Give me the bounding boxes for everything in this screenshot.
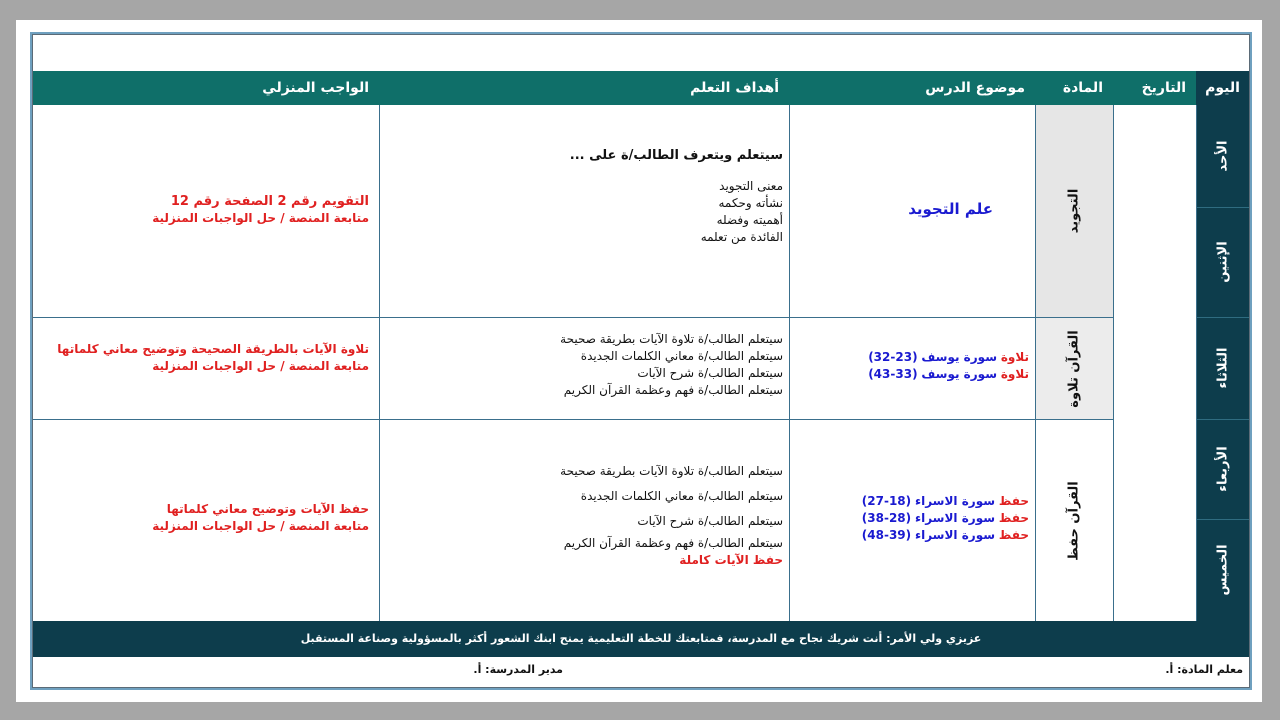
- objective-item: سيتعلم الطالب/ة معاني الكلمات الجديدة: [580, 489, 783, 503]
- header-homework: الواجب المنزلي: [33, 71, 379, 105]
- day-label: الأحد: [1215, 140, 1230, 172]
- day-cell-tuesday: [1196, 317, 1249, 419]
- objective-item: سيتعلم الطالب/ة شرح الآيات: [637, 366, 783, 380]
- subject-label: التجويد: [1066, 188, 1082, 234]
- day-cell-wednesday: [1196, 419, 1249, 519]
- day-cell-thursday: [1196, 519, 1249, 621]
- objective-item: سيتعلم الطالب/ة فهم وعظمة القرآن الكريم: [563, 536, 783, 550]
- objective-item: الفائدة من تعلمه: [700, 230, 783, 244]
- header-date: التاريخ: [1113, 71, 1196, 105]
- header-topic: موضوع الدرس: [789, 71, 1035, 105]
- homework-quran-memorization: [43, 501, 369, 535]
- topic-quran-recitation: [803, 349, 1029, 383]
- subject-cell-tajweed: [1035, 105, 1113, 317]
- topic-tajweed: علم التجويد: [908, 200, 993, 218]
- teacher-signature-label: معلم المادة: أ.: [1165, 663, 1243, 676]
- topic-line: حفظ سورة الاسراء (39-48): [861, 528, 1029, 542]
- day-label: الأربعاء: [1215, 446, 1230, 492]
- topic-line: تلاوة سورة يوسف (33-43): [868, 367, 1029, 381]
- objective-extra: حفظ الآيات كاملة: [679, 553, 783, 567]
- objectives-title: سيتعلم ويتعرف الطالب/ة على ...: [569, 148, 783, 163]
- subject-cell-quran-memorization: [1035, 420, 1113, 621]
- day-label: الخميس: [1215, 544, 1230, 596]
- objectives-tajweed: [393, 147, 783, 246]
- slide-frame: [16, 20, 1262, 702]
- day-cell-sunday: [1196, 105, 1249, 207]
- objective-item: سيتعلم الطالب/ة شرح الآيات: [637, 514, 783, 528]
- day-cell-monday: [1196, 207, 1249, 317]
- homework-item: حفظ الآيات وتوضيح معاني كلماتها: [166, 502, 369, 516]
- homework-item: متابعة المنصة / حل الواجبات المنزلية: [152, 519, 369, 533]
- homework-item: التقويم رقم 2 الصفحة رقم 12: [170, 194, 369, 209]
- objective-item: أهميته وفضله: [716, 213, 783, 227]
- parent-message-banner: عزيزي ولي الأمر: أنت شريك نجاح مع المدرسة، فمتابعتك للخطة التعليمية يمنح ابنك الشعور أكثر بالمسؤولية وصناعة المستقبل: [33, 621, 1249, 657]
- objective-item: سيتعلم الطالب/ة تلاوة الآيات بطريقة صحيحة: [560, 464, 783, 478]
- topic-line: حفظ سورة الاسراء (18-27): [861, 494, 1029, 508]
- homework-tajweed: [43, 193, 369, 227]
- day-label: الإثنين: [1215, 241, 1230, 283]
- subject-label: القرآن حفظ: [1066, 480, 1082, 561]
- homework-quran-recitation: [43, 341, 369, 375]
- header-subject: المادة: [1035, 71, 1113, 105]
- topic-quran-memorization: [803, 493, 1029, 544]
- objective-item: سيتعلم الطالب/ة فهم وعظمة القرآن الكريم: [563, 383, 783, 397]
- homework-item: تلاوة الآيات بالطريقة الصحيحة وتوضيح معاني كلماتها: [57, 342, 369, 356]
- objective-item: سيتعلم الطالب/ة تلاوة الآيات بطريقة صحيحة: [560, 332, 783, 346]
- homework-item: متابعة المنصة / حل الواجبات المنزلية: [152, 211, 369, 225]
- subject-cell-quran-recitation: [1035, 318, 1113, 419]
- topic-line: تلاوة سورة يوسف (23-32): [868, 350, 1029, 364]
- topic-line: حفظ سورة الاسراء (28-38): [861, 511, 1029, 525]
- day-label: الثلاثاء: [1215, 347, 1230, 389]
- subject-label: القرآن تلاوة: [1066, 329, 1082, 408]
- objectives-quran-memorization: [393, 459, 783, 568]
- objective-item: نشأته وحكمه: [718, 196, 783, 210]
- objectives-quran-recitation: [393, 331, 783, 399]
- principal-signature-label: مدير المدرسة: أ.: [473, 663, 563, 676]
- objective-item: سيتعلم الطالب/ة معاني الكلمات الجديدة: [580, 349, 783, 363]
- header-objectives: أهداف التعلم: [379, 71, 789, 105]
- homework-item: متابعة المنصة / حل الواجبات المنزلية: [152, 359, 369, 373]
- objective-item: معنى التجويد: [719, 179, 783, 193]
- header-day: اليوم: [1196, 71, 1249, 105]
- lesson-plan-table: [32, 34, 1250, 688]
